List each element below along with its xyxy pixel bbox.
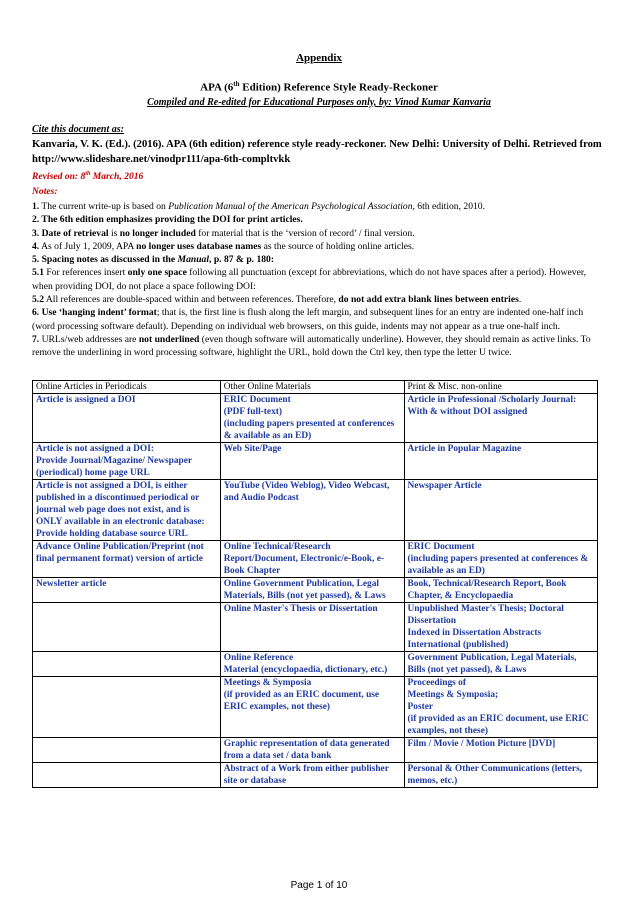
page-number: Page 1 of 10 <box>290 880 348 891</box>
note-7-num: 7. <box>32 333 40 345</box>
compiled-by: Compiled and Re-edited for Educational Purposes only, by: Vinod Kumar Kanvaria <box>147 97 491 108</box>
column-header: Other Online Materials <box>220 381 404 394</box>
document-subtitle <box>32 80 606 94</box>
note-1-text: The current write-up is based on <box>39 201 169 212</box>
revised-text: Revised on: 8 <box>32 171 86 183</box>
note-6-num: 6. Use ‘hanging indent’ format <box>32 307 157 319</box>
revised-text-tail: March, 2016 <box>90 171 144 183</box>
table-row <box>33 578 598 603</box>
table-cell <box>33 652 221 677</box>
table-cell[interactable]: Article is not assigned a DOI: Provide Journal/Magazine/ Newspaper (periodical) home page URL <box>33 443 221 480</box>
note-5-2-bold: do not add extra blank lines between entries <box>338 294 519 306</box>
note-3 <box>32 227 606 240</box>
note-1-num: 1. <box>32 201 40 212</box>
note-5-1 <box>32 266 606 293</box>
table-cell[interactable]: Online Reference Material (encyclopaedia, dictionary, etc.) <box>220 652 404 677</box>
table-cell <box>33 603 221 652</box>
note-5 <box>32 253 606 266</box>
table-cell[interactable]: Proceedings of Meetings & Symposia; Poster (if provided as an ERIC document, use ERIC examples, not these) <box>404 677 597 738</box>
note-1 <box>32 200 606 213</box>
note-5-2-tail: . <box>518 294 522 306</box>
table-cell[interactable]: Web Site/Page <box>220 443 404 480</box>
table-row <box>33 677 598 738</box>
note-3-bold: no longer included <box>119 227 196 239</box>
table-cell[interactable]: Newspaper Article <box>404 480 597 541</box>
table-cell[interactable]: Book, Technical/Research Report, Book Chapter, & Encyclopaedia <box>404 578 597 603</box>
table-cell[interactable]: Newsletter article <box>33 578 221 603</box>
note-1-tail: 6th edition, 2010. <box>414 201 485 212</box>
note-5-tail: , p. 87 & p. 180: <box>209 254 275 266</box>
table-cell[interactable]: Personal & Other Communications (letters, memos, etc.) <box>404 763 597 788</box>
table-cell[interactable]: Meetings & Symposia (if provided as an ERIC document, use ERIC examples, not these) <box>220 677 404 738</box>
table-cell[interactable]: Online Technical/Research Report/Document, Electronic/e-Book, e-Book Chapter <box>220 541 404 578</box>
table-row <box>33 541 598 578</box>
table-cell[interactable]: Online Government Publication, Legal Materials, Bills (not yet passed), & Laws <box>220 578 404 603</box>
revised-date <box>32 171 143 182</box>
table-cell <box>33 763 221 788</box>
note-3-tail: for material that is the ‘version of record’ / final version. <box>195 227 415 239</box>
subtitle-text: APA (6 <box>200 81 234 94</box>
note-5-1-bold: only one space <box>127 267 187 279</box>
table-cell[interactable]: Article in Popular Magazine <box>404 443 597 480</box>
table-cell <box>33 677 221 738</box>
table-cell[interactable]: Government Publication, Legal Materials, Bills (not yet passed), & Laws <box>404 652 597 677</box>
table-header-row <box>33 381 598 394</box>
table-row <box>33 394 598 443</box>
note-5-2 <box>32 293 606 306</box>
table-cell <box>33 738 221 763</box>
note-5-italic: Manual <box>177 254 210 266</box>
note-7-bold: not underlined <box>138 333 200 345</box>
note-6-text: ; that is, the first line is flush along the left margin, and subsequent lines for an entry are indented one-half inch (word processing software default). Depending on individual web browsers, on this guide, indents may not appear as a true one-half inch. <box>32 307 584 332</box>
column-header: Print & Misc. non-online <box>404 381 597 394</box>
note-6 <box>32 306 606 333</box>
note-4-bold: no longer uses database names <box>136 240 262 252</box>
note-4-text: As of July 1, 2009, APA <box>39 240 137 252</box>
note-3-text: is <box>108 227 120 239</box>
note-5-text: 5. Spacing notes as discussed in the <box>32 254 178 266</box>
table-cell[interactable]: YouTube (Video Weblog), Video Webcast, and Audio Podcast <box>220 480 404 541</box>
note-2-text: 2. The 6th edition emphasizes providing the DOI for print articles. <box>32 214 303 226</box>
table-row <box>33 480 598 541</box>
table-cell[interactable]: Unpublished Master's Thesis; Doctoral Dissertation Indexed in Dissertation Abstracts International (published) <box>404 603 597 652</box>
table-cell[interactable]: Advance Online Publication/Preprint (not final permanent format) version of article <box>33 541 221 578</box>
table-cell[interactable]: Article is assigned a DOI <box>33 394 221 443</box>
table-cell[interactable]: Online Master's Thesis or Dissertation <box>220 603 404 652</box>
subtitle-sup: th <box>233 80 240 88</box>
notes-label: Notes: <box>32 186 58 197</box>
table-cell[interactable]: Article in Professional /Scholarly Journal: With & without DOI assigned <box>404 394 597 443</box>
revised-sup: th <box>85 171 91 177</box>
note-4-tail: as the source of holding online articles. <box>261 240 415 252</box>
note-3-num: 3. Date of retrieval <box>32 227 109 239</box>
table-row <box>33 738 598 763</box>
table-cell[interactable]: Abstract of a Work from either publisher site or database <box>220 763 404 788</box>
table-cell[interactable]: ERIC Document (including papers presented at conferences & available as an ED) <box>404 541 597 578</box>
table-row <box>33 652 598 677</box>
note-5-1-num: 5.1 <box>32 267 44 279</box>
subtitle-text-tail: Edition) Reference Style Ready-Reckoner <box>239 81 438 94</box>
table-row <box>33 603 598 652</box>
citation-text: Kanvaria, V. K. (Ed.). (2016). APA (6th edition) reference style ready-reckoner. New Delhi: University of Delhi. Retrieved from http://www.slideshare.net/vinodpr111/apa-6th-compltvkk <box>32 139 602 165</box>
note-7-tail: (even though software will automatically underline). However, they should remain as active links. To remove the underlining in word processing software, highlight the URL, hold down the Ctrl key, then type the letter U twice. <box>32 333 591 359</box>
note-4 <box>32 240 606 253</box>
note-5-2-text: All references are double-spaced within and between references. Therefore, <box>44 294 339 306</box>
note-2 <box>32 213 606 226</box>
table-cell[interactable]: ERIC Document (PDF full-text) (including papers presented at conferences & available as an ED) <box>220 394 404 443</box>
note-4-num: 4. <box>32 240 40 252</box>
note-7 <box>32 333 606 360</box>
table-row <box>33 763 598 788</box>
note-5-1-text: For references insert <box>44 267 128 279</box>
cite-label: Cite this document as: <box>32 124 124 135</box>
column-header: Online Articles in Periodicals <box>33 381 221 394</box>
note-5-1-tail: following all punctuation (except for abbreviations, which do not have spaces after a period). However, when providing DOI, do not place a space following DOI: <box>32 267 587 292</box>
note-5-2-num: 5.2 <box>32 294 44 306</box>
note-1-italic: Publication Manual of the American Psychological Association, <box>168 201 415 212</box>
page-title: Appendix <box>296 52 342 64</box>
notes-list <box>32 200 606 360</box>
table-cell[interactable]: Graphic representation of data generated from a data set / data bank <box>220 738 404 763</box>
reference-type-table <box>32 380 598 788</box>
table-cell[interactable]: Article is not assigned a DOI, is either published in a discontinued periodical or journal web page does not exist, and is ONLY available in an electronic database: Provide holding database source URL <box>33 480 221 541</box>
table-row <box>33 443 598 480</box>
table-cell[interactable]: Film / Movie / Motion Picture [DVD] <box>404 738 597 763</box>
note-7-text: URLs/web addresses are <box>39 333 139 345</box>
